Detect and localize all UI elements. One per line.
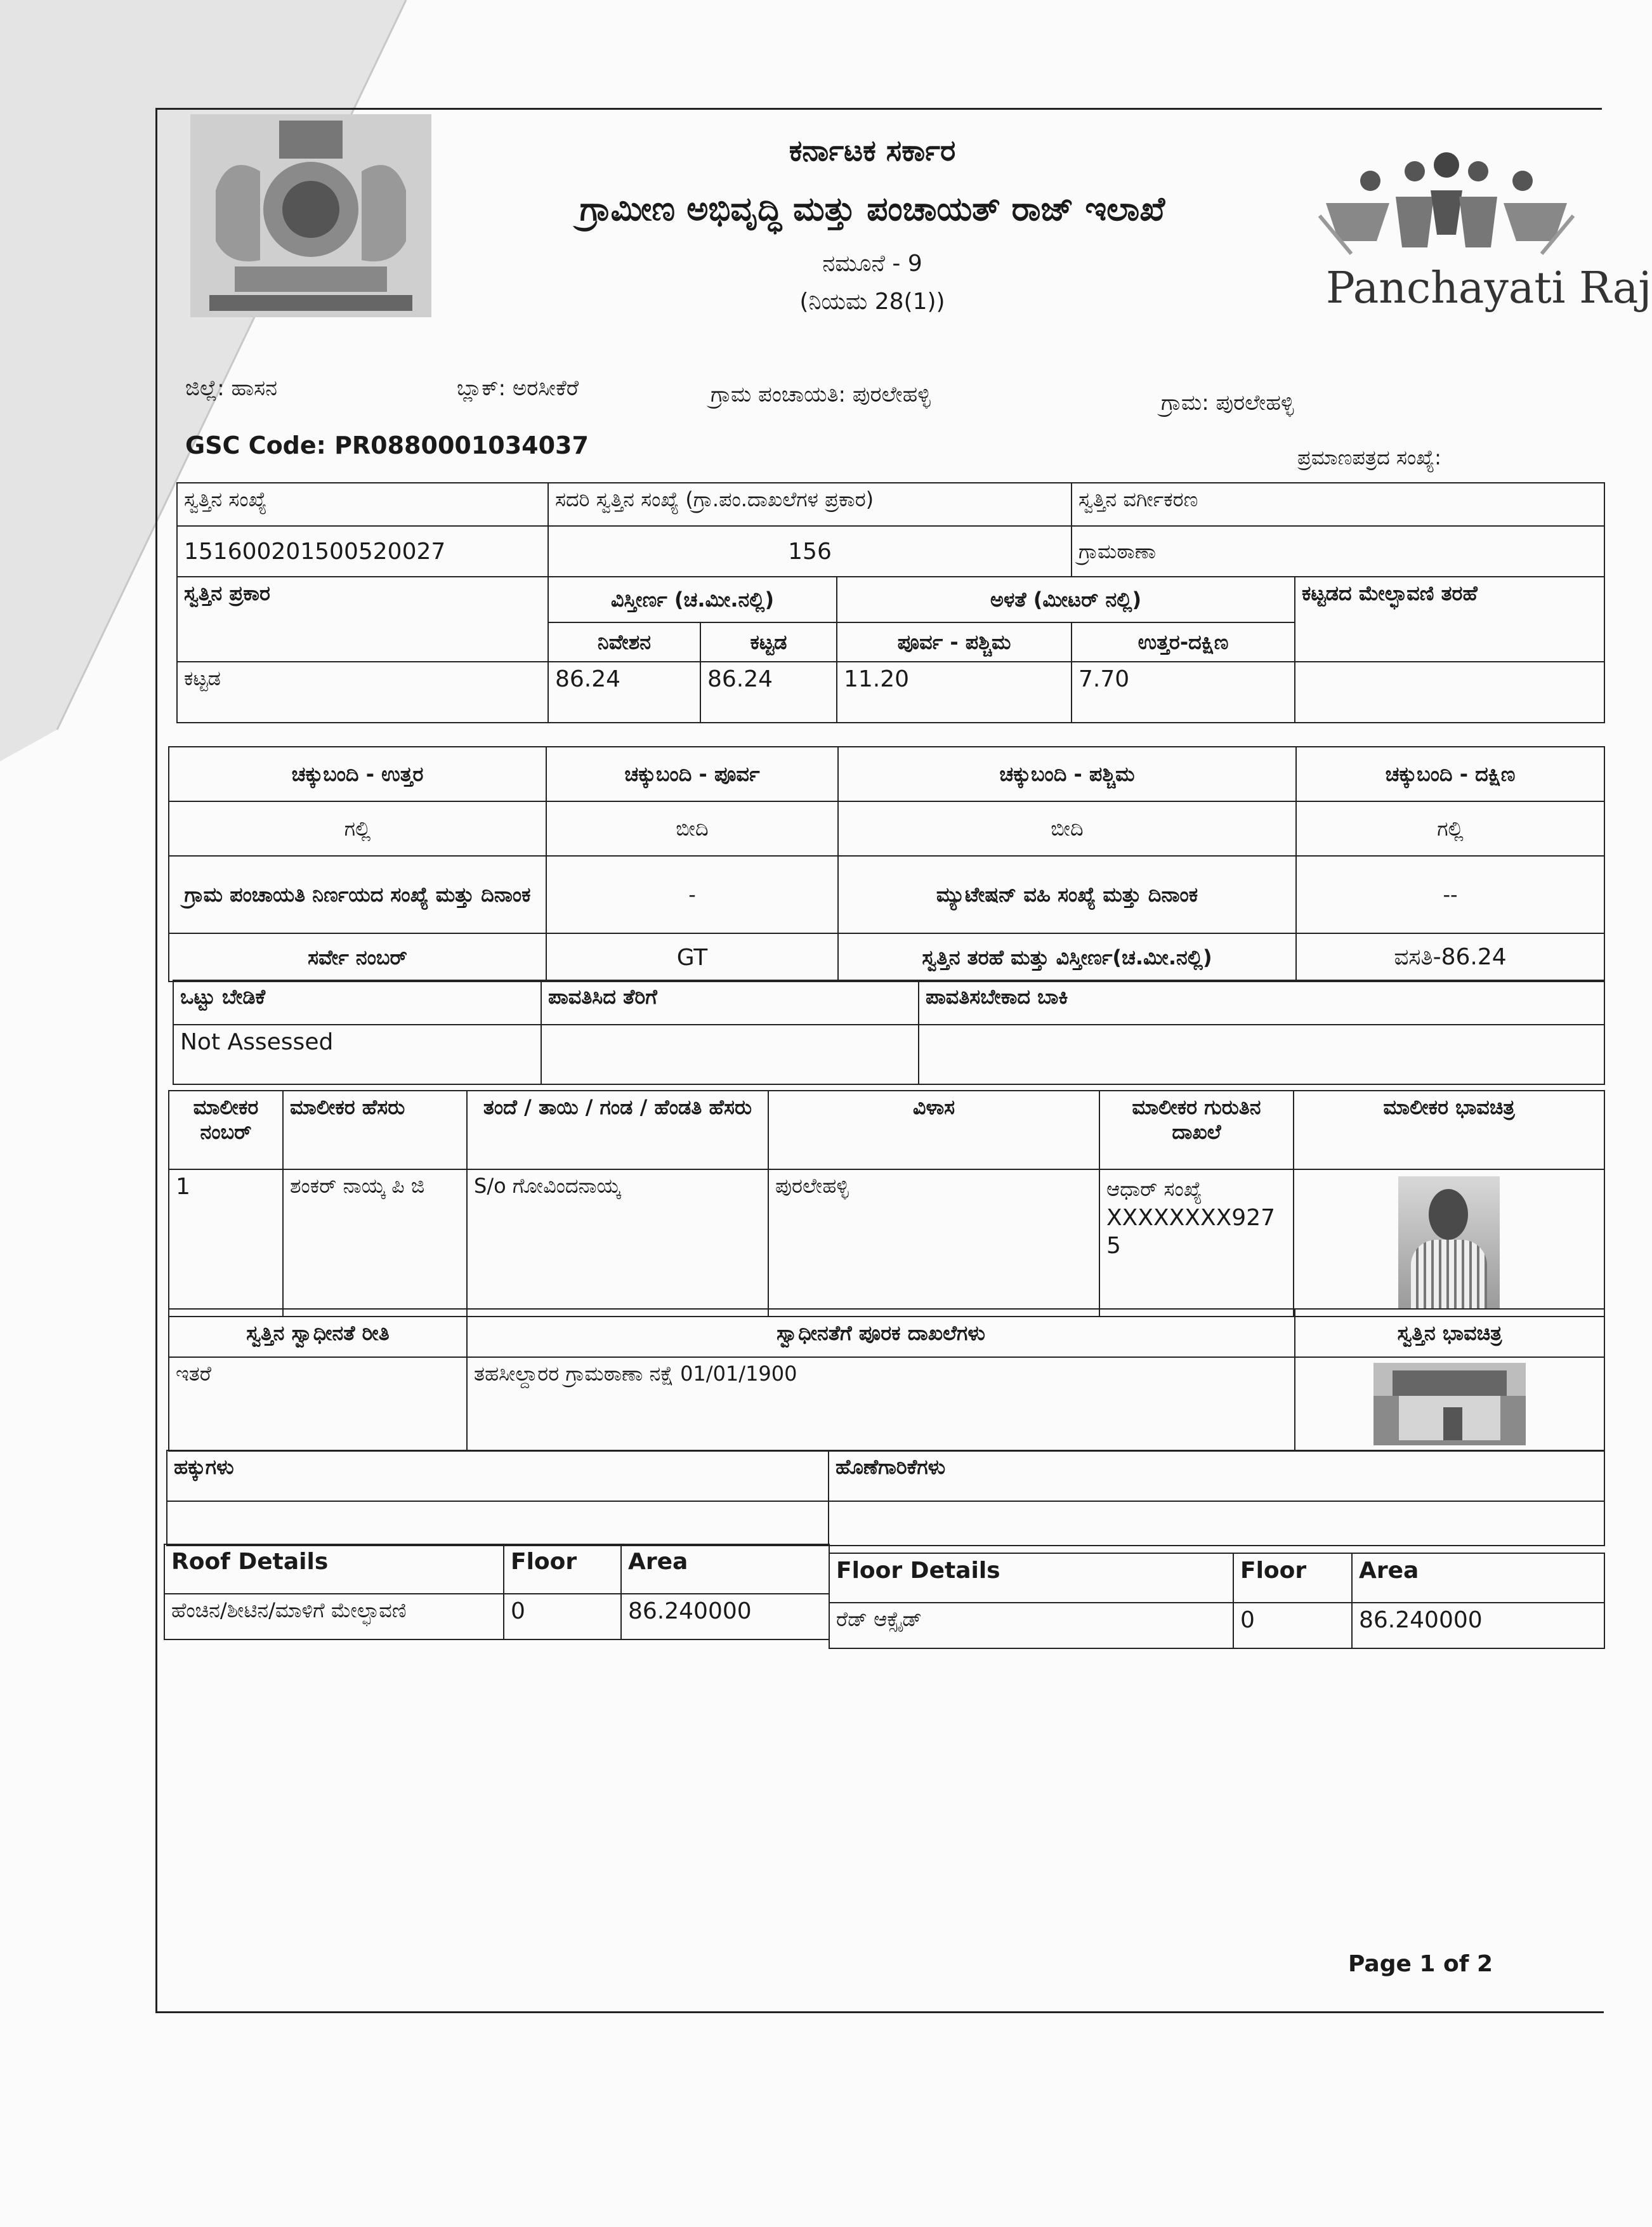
floor-details: ರೆಡ್ ಆಕ್ಸೈಡ್ bbox=[829, 1603, 1233, 1648]
east-west-header: ಪೂರ್ವ - ಪಶ್ಚಿಮ bbox=[837, 622, 1072, 662]
govt-title: ಕರ್ನಾಟಕ ಸರ್ಕಾರ bbox=[789, 133, 956, 168]
village: ಗ್ರಾಮ: ಪುರಲೇಹಳ್ಳಿ bbox=[1161, 390, 1294, 416]
owner-id-type: ಆಧಾರ್ ಸಂಖ್ಯೆ bbox=[1106, 1177, 1202, 1201]
owners-table bbox=[168, 1090, 1605, 1317]
panchayati-raj-logo bbox=[1313, 152, 1652, 317]
gsc-code: GSC Code: PR0880001034037 bbox=[185, 431, 589, 459]
gram-panchayat: ಗ್ರಾಮ ಪಂಚಾಯತಿ: ಪುರಲೇಹಳ್ಳಿ bbox=[711, 382, 931, 407]
gp-property-no: 156 bbox=[548, 526, 1072, 577]
kind-area-header: ಸ್ವತ್ತಿನ ತರಹೆ ಮತ್ತು ವಿಸ್ತೀರ್ಣ(ಚ.ಮೀ.ನಲ್ಲಿ) bbox=[838, 933, 1296, 982]
east-west: 11.20 bbox=[837, 662, 1072, 723]
south-boundary-header: ಚಕ್ಕುಬಂದಿ - ದಕ್ಷಿಣ bbox=[1296, 747, 1604, 801]
roof-area: 86.240000 bbox=[621, 1594, 829, 1639]
gp-resolution: - bbox=[546, 856, 838, 933]
roof-type bbox=[1295, 662, 1604, 723]
property-type-header: ಸ್ವತ್ತಿನ ಪ್ರಕಾರ bbox=[177, 577, 548, 662]
owner-id bbox=[1099, 1169, 1294, 1317]
dimensions-header: ಅಳತೆ (ಮೀಟರ್ ನಲ್ಲಿ) bbox=[837, 577, 1295, 622]
gp-property-no-header: ಸದರಿ ಸ್ವತ್ತಿನ ಸಂಖ್ಯೆ (ಗ್ರಾ.ಪಂ.ದಾಖಲೆಗಳ ಪ್ರಕಾರ) bbox=[548, 483, 1072, 526]
classification-header: ಸ್ವತ್ತಿನ ವರ್ಗೀಕರಣ bbox=[1072, 483, 1604, 526]
roof-floor: 0 bbox=[504, 1594, 621, 1639]
rights bbox=[167, 1501, 829, 1546]
north-boundary-header: ಚಕ್ಕುಬಂದಿ - ಉತ್ತರ bbox=[169, 747, 546, 801]
acquisition-mode: ಇತರೆ bbox=[169, 1357, 467, 1451]
boundaries-table bbox=[168, 746, 1605, 982]
east-boundary-header: ಚಕ್ಕುಬಂದಿ - ಪೂರ್ವ bbox=[546, 747, 838, 801]
owner-id-number: XXXXXXXX9275 bbox=[1106, 1205, 1276, 1259]
dept-title: ಗ್ರಾಮೀಣ ಅಭಿವೃದ್ಧಿ ಮತ್ತು ಪಂಚಾಯತ್ ರಾಜ್ ಇಲಾಖೆ bbox=[579, 190, 1165, 228]
survey-header: ಸರ್ವೇ ನಂಬರ್ bbox=[169, 933, 546, 982]
classification: ಗ್ರಾಮಠಾಣಾ bbox=[1072, 526, 1604, 577]
acquisition-mode-header: ಸ್ವತ್ತಿನ ಸ್ವಾಧೀನತೆ ರೀತಿ bbox=[169, 1309, 467, 1357]
relation-header: ತಂದೆ / ತಾಯಿ / ಗಂಡ / ಹೆಂಡತಿ ಹೆಸರು bbox=[467, 1091, 768, 1169]
floor-details-table bbox=[829, 1553, 1605, 1649]
floor-floor: 0 bbox=[1233, 1603, 1352, 1648]
certificate-number-label: ಪ್ರಮಾಣಪತ್ರದ ಸಂಖ್ಯೆ: bbox=[1297, 445, 1441, 470]
site-area-header: ನಿವೇಶನ bbox=[548, 622, 700, 662]
property-type: ಕಟ್ಟಡ bbox=[177, 662, 548, 723]
site-area: 86.24 bbox=[548, 662, 700, 723]
property-no-header: ಸ್ವತ್ತಿನ ಸಂಖ್ಯೆ bbox=[177, 483, 548, 526]
liabilities bbox=[829, 1501, 1604, 1546]
roof-details: ಹೆಂಚಿನ/ಶೀಟಿನ/ಮಾಳಿಗೆ ಮೇಲ್ಛಾವಣಿ bbox=[164, 1594, 504, 1639]
property-photo-header: ಸ್ವತ್ತಿನ ಭಾವಚಿತ್ರ bbox=[1295, 1309, 1604, 1357]
west-boundary-header: ಚಕ್ಕುಬಂದಿ - ಪಶ್ಚಿಮ bbox=[838, 747, 1296, 801]
mutation-header: ಮ್ಯುಟೇಷನ್ ವಹಿ ಸಂಖ್ಯೆ ಮತ್ತು ದಿನಾಂಕ bbox=[838, 856, 1296, 933]
north-boundary: ಗಲ್ಲಿ bbox=[169, 801, 546, 856]
acquisition-table bbox=[168, 1308, 1605, 1452]
district: ಜಿಲ್ಲೆ: ಹಾಸನ bbox=[185, 376, 278, 401]
total-demand-header: ಒಟ್ಟು ಬೇಡಿಕೆ bbox=[173, 980, 541, 1025]
owner-name: ಶಂಕರ್ ನಾಯ್ಕ ಪಿ ಜಿ bbox=[283, 1169, 467, 1317]
property-photo bbox=[1373, 1363, 1526, 1445]
roof-details-header: Roof Details bbox=[164, 1544, 504, 1594]
rule-number: (ನಿಯಮ 28(1)) bbox=[799, 289, 945, 315]
tax-table bbox=[173, 980, 1605, 1085]
owner-no: 1 bbox=[169, 1169, 283, 1317]
address-header: ವಿಳಾಸ bbox=[768, 1091, 1099, 1169]
mutation: -- bbox=[1296, 856, 1604, 933]
survey-number: GT bbox=[546, 933, 838, 982]
owner-photo-cell bbox=[1294, 1169, 1604, 1317]
state-emblem-icon bbox=[190, 114, 431, 317]
block: ಬ್ಲಾಕ್: ಅರಸೀಕೆರೆ bbox=[457, 376, 579, 401]
owner-id-header: ಮಾಲೀಕರ ಗುರುತಿನ ದಾಖಲೆ bbox=[1099, 1091, 1294, 1169]
property-photo-cell bbox=[1295, 1357, 1604, 1451]
owner-name-header: ಮಾಲೀಕರ ಹೆಸರು bbox=[283, 1091, 467, 1169]
property-no: 151600201500520027 bbox=[177, 526, 548, 577]
property-table bbox=[176, 482, 1605, 723]
table-row bbox=[169, 1169, 1604, 1317]
owner-address: ಪುರಲೇಹಳ್ಳಿ bbox=[768, 1169, 1099, 1317]
roof-type-header: ಕಟ್ಟಡದ ಮೇಲ್ಛಾವಣಿ ತರಹೆ bbox=[1295, 577, 1604, 662]
west-boundary: ಬೀದಿ bbox=[838, 801, 1296, 856]
kind-area: ವಸತಿ-86.24 bbox=[1296, 933, 1604, 982]
roof-details-table bbox=[164, 1544, 830, 1640]
roof-floor-header: Floor bbox=[504, 1544, 621, 1594]
building-area: 86.24 bbox=[700, 662, 837, 723]
north-south: 7.70 bbox=[1072, 662, 1295, 723]
tax-paid-header: ಪಾವತಿಸಿದ ತೆರಿಗೆ bbox=[541, 980, 919, 1025]
floor-details-header: Floor Details bbox=[829, 1553, 1233, 1603]
supporting-docs-header: ಸ್ವಾಧೀನತೆಗೆ ಪೂರಕ ದಾಖಲೆಗಳು bbox=[467, 1309, 1295, 1357]
owner-no-header: ಮಾಲೀಕರ ನಂಬರ್ bbox=[169, 1091, 283, 1169]
roof-area-header: Area bbox=[621, 1544, 829, 1594]
gp-resolution-header: ಗ್ರಾಮ ಪಂಚಾಯತಿ ನಿರ್ಣಯದ ಸಂಖ್ಯೆ ಮತ್ತು ದಿನಾಂಕ bbox=[169, 856, 546, 933]
people-icon bbox=[1313, 152, 1580, 260]
rights-table bbox=[166, 1450, 1605, 1546]
floor-area: 86.240000 bbox=[1352, 1603, 1604, 1648]
north-south-header: ಉತ್ತರ-ದಕ್ಷಿಣ bbox=[1072, 622, 1295, 662]
tax-due-header: ಪಾವತಿಸಬೇಕಾದ ಬಾಕಿ bbox=[919, 980, 1604, 1025]
south-boundary: ಗಲ್ಲಿ bbox=[1296, 801, 1604, 856]
east-boundary: ಬೀದಿ bbox=[546, 801, 838, 856]
owner-photo-header: ಮಾಲೀಕರ ಭಾವಚಿತ್ರ bbox=[1294, 1091, 1604, 1169]
floor-area-header: Area bbox=[1352, 1553, 1604, 1603]
supporting-docs: ತಹಸೀಲ್ದಾರರ ಗ್ರಾಮಠಾಣಾ ನಕ್ಷೆ 01/01/1900 bbox=[467, 1357, 1295, 1451]
logo-text: Panchayati Raj bbox=[1326, 263, 1652, 313]
liabilities-header: ಹೊಣೆಗಾರಿಕೆಗಳು bbox=[829, 1450, 1604, 1501]
owner-photo bbox=[1398, 1176, 1500, 1310]
total-demand: Not Assessed bbox=[173, 1025, 541, 1084]
floor-floor-header: Floor bbox=[1233, 1553, 1352, 1603]
building-area-header: ಕಟ್ಟಡ bbox=[700, 622, 837, 662]
tax-due bbox=[919, 1025, 1604, 1084]
owner-relation: S/o ಗೋವಿಂದನಾಯ್ಕ bbox=[467, 1169, 768, 1317]
rights-header: ಹಕ್ಕುಗಳು bbox=[167, 1450, 829, 1501]
page-number: Page 1 of 2 bbox=[1348, 1951, 1493, 1977]
area-header: ವಿಸ್ತೀರ್ಣ (ಚ.ಮೀ.ನಲ್ಲಿ) bbox=[548, 577, 837, 622]
tax-paid bbox=[541, 1025, 919, 1084]
form-number: ನಮೂನೆ - 9 bbox=[822, 251, 922, 277]
